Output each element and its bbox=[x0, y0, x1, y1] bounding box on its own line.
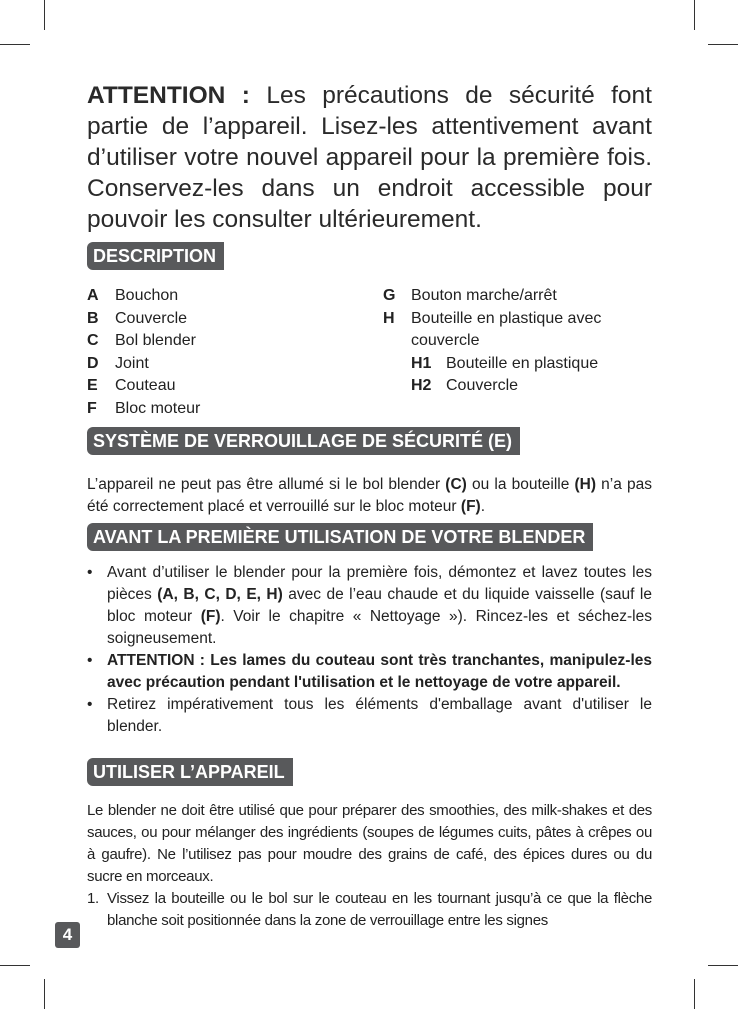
text: Le blender ne doit être utilisé que pour préparer des smoothies, des milk-shakes et des sauces, ou pour mélanger des ingrédients (soupes de légumes cuits, pâtes à crêpes ou à gaufre). Ne l’utilisez pas pour moudre des grains de café, des épices dures ou du sucre en morceaux. bbox=[87, 802, 652, 885]
list-item bbox=[383, 353, 643, 376]
crop-mark bbox=[694, 0, 695, 30]
part-key: E bbox=[87, 377, 98, 394]
step-text: Vissez la bouteille ou le bol sur le couteau en les tournant jusqu’à ce que la flèche blanche soit positionnée dans la zone de verrouillage entre les signes bbox=[107, 890, 652, 929]
part-label: Couvercle bbox=[115, 309, 188, 327]
part-label: Bloc moteur bbox=[115, 399, 201, 417]
part-label: Bouton marche/arrêt bbox=[411, 287, 557, 304]
list-item bbox=[87, 398, 200, 421]
text: (F) bbox=[460, 498, 481, 515]
text: (A, B, C, D, E, H) bbox=[157, 586, 283, 603]
text: ou la bouteille bbox=[466, 476, 575, 493]
section-heading-description: DESCRIPTION bbox=[87, 242, 224, 270]
crop-mark bbox=[694, 979, 695, 1009]
attention-label: ATTENTION : bbox=[87, 82, 250, 109]
part-key: D bbox=[87, 354, 99, 372]
part-key: F bbox=[87, 399, 97, 417]
text: (F) bbox=[200, 608, 221, 625]
crop-mark bbox=[44, 0, 45, 30]
text: (C) bbox=[445, 476, 467, 493]
intro-warning bbox=[87, 80, 652, 235]
step-number: 1. bbox=[87, 890, 99, 907]
list-item bbox=[383, 285, 643, 308]
part-label: Joint bbox=[115, 354, 149, 372]
text: avec de l’eau chaude et du liquide vaisselle (sauf le bloc moteur bbox=[107, 586, 652, 625]
list-item bbox=[87, 353, 200, 376]
part-key: H1 bbox=[411, 354, 432, 372]
part-key: C bbox=[87, 332, 99, 349]
lock-paragraph bbox=[87, 474, 652, 518]
text: Retirez impérativement tous les éléments d'emballage avant d'utiliser le blender. bbox=[107, 696, 652, 735]
part-label: Bouchon bbox=[115, 287, 179, 304]
section-heading-first-use: AVANT LA PREMIÈRE UTILISATION DE VOTRE BLENDER bbox=[87, 523, 593, 551]
section-heading-use: UTILISER L’APPAREIL bbox=[87, 758, 293, 786]
crop-mark bbox=[708, 44, 738, 45]
list-item bbox=[87, 650, 652, 694]
parts-list-left bbox=[87, 285, 200, 420]
blade-warning: ATTENTION : Les lames du couteau sont très tranchantes, manipulez-les avec précaution pendant l'utilisation et le nettoyage de votre appareil. bbox=[107, 652, 652, 691]
part-label: Bouteille en plastique bbox=[446, 354, 599, 372]
bullet: • bbox=[87, 652, 93, 669]
bullet: • bbox=[87, 564, 93, 581]
text: (H) bbox=[574, 476, 597, 493]
part-key: H2 bbox=[411, 377, 432, 394]
part-key: A bbox=[87, 287, 99, 304]
list-item bbox=[87, 694, 652, 738]
page-number: 4 bbox=[55, 922, 80, 948]
list-item bbox=[87, 375, 200, 398]
part-label: Couvercle bbox=[446, 377, 519, 394]
parts-list-right bbox=[383, 285, 643, 398]
part-label: Bol blender bbox=[115, 332, 196, 349]
list-item bbox=[383, 308, 643, 353]
part-key: H bbox=[383, 309, 395, 327]
list-item bbox=[87, 285, 200, 308]
use-paragraph bbox=[87, 800, 652, 932]
part-label: Couteau bbox=[115, 377, 176, 394]
part-label: Bouteille en plastique avec couvercle bbox=[411, 309, 602, 349]
step-item bbox=[87, 888, 652, 932]
crop-mark bbox=[0, 44, 30, 45]
section-heading-lock: SYSTÈME DE VERROUILLAGE DE SÉCURITÉ (E) bbox=[87, 427, 520, 455]
first-use-list bbox=[87, 562, 652, 738]
crop-mark bbox=[0, 965, 30, 966]
list-item bbox=[87, 308, 200, 331]
bullet: • bbox=[87, 696, 93, 713]
text: Avant d’utiliser le blender pour la première fois, démontez et lavez toutes les pièces bbox=[107, 564, 652, 603]
part-key: G bbox=[383, 287, 396, 304]
list-item bbox=[87, 562, 652, 650]
intro-text: Les précautions de sécurité font partie de l’appareil. Lisez-les attentivement avant d’utiliser votre nouvel appareil pour la première fois. Conservez-les dans un endroit accessible pour pouvoir les consulter ultérieurement. bbox=[87, 82, 652, 233]
crop-mark bbox=[44, 979, 45, 1009]
part-key: B bbox=[87, 309, 99, 327]
text: L’appareil ne peut pas être allumé si le bol blender bbox=[87, 476, 446, 493]
text: . bbox=[480, 498, 486, 515]
crop-mark bbox=[708, 965, 738, 966]
list-item bbox=[87, 330, 200, 353]
text: n’a pas été correctement placé et verrouillé sur le bloc moteur bbox=[87, 476, 652, 515]
list-item bbox=[383, 375, 643, 398]
text: . Voir le chapitre « Nettoyage »). Rincez-les et séchez-les soigneusement. bbox=[107, 608, 652, 647]
